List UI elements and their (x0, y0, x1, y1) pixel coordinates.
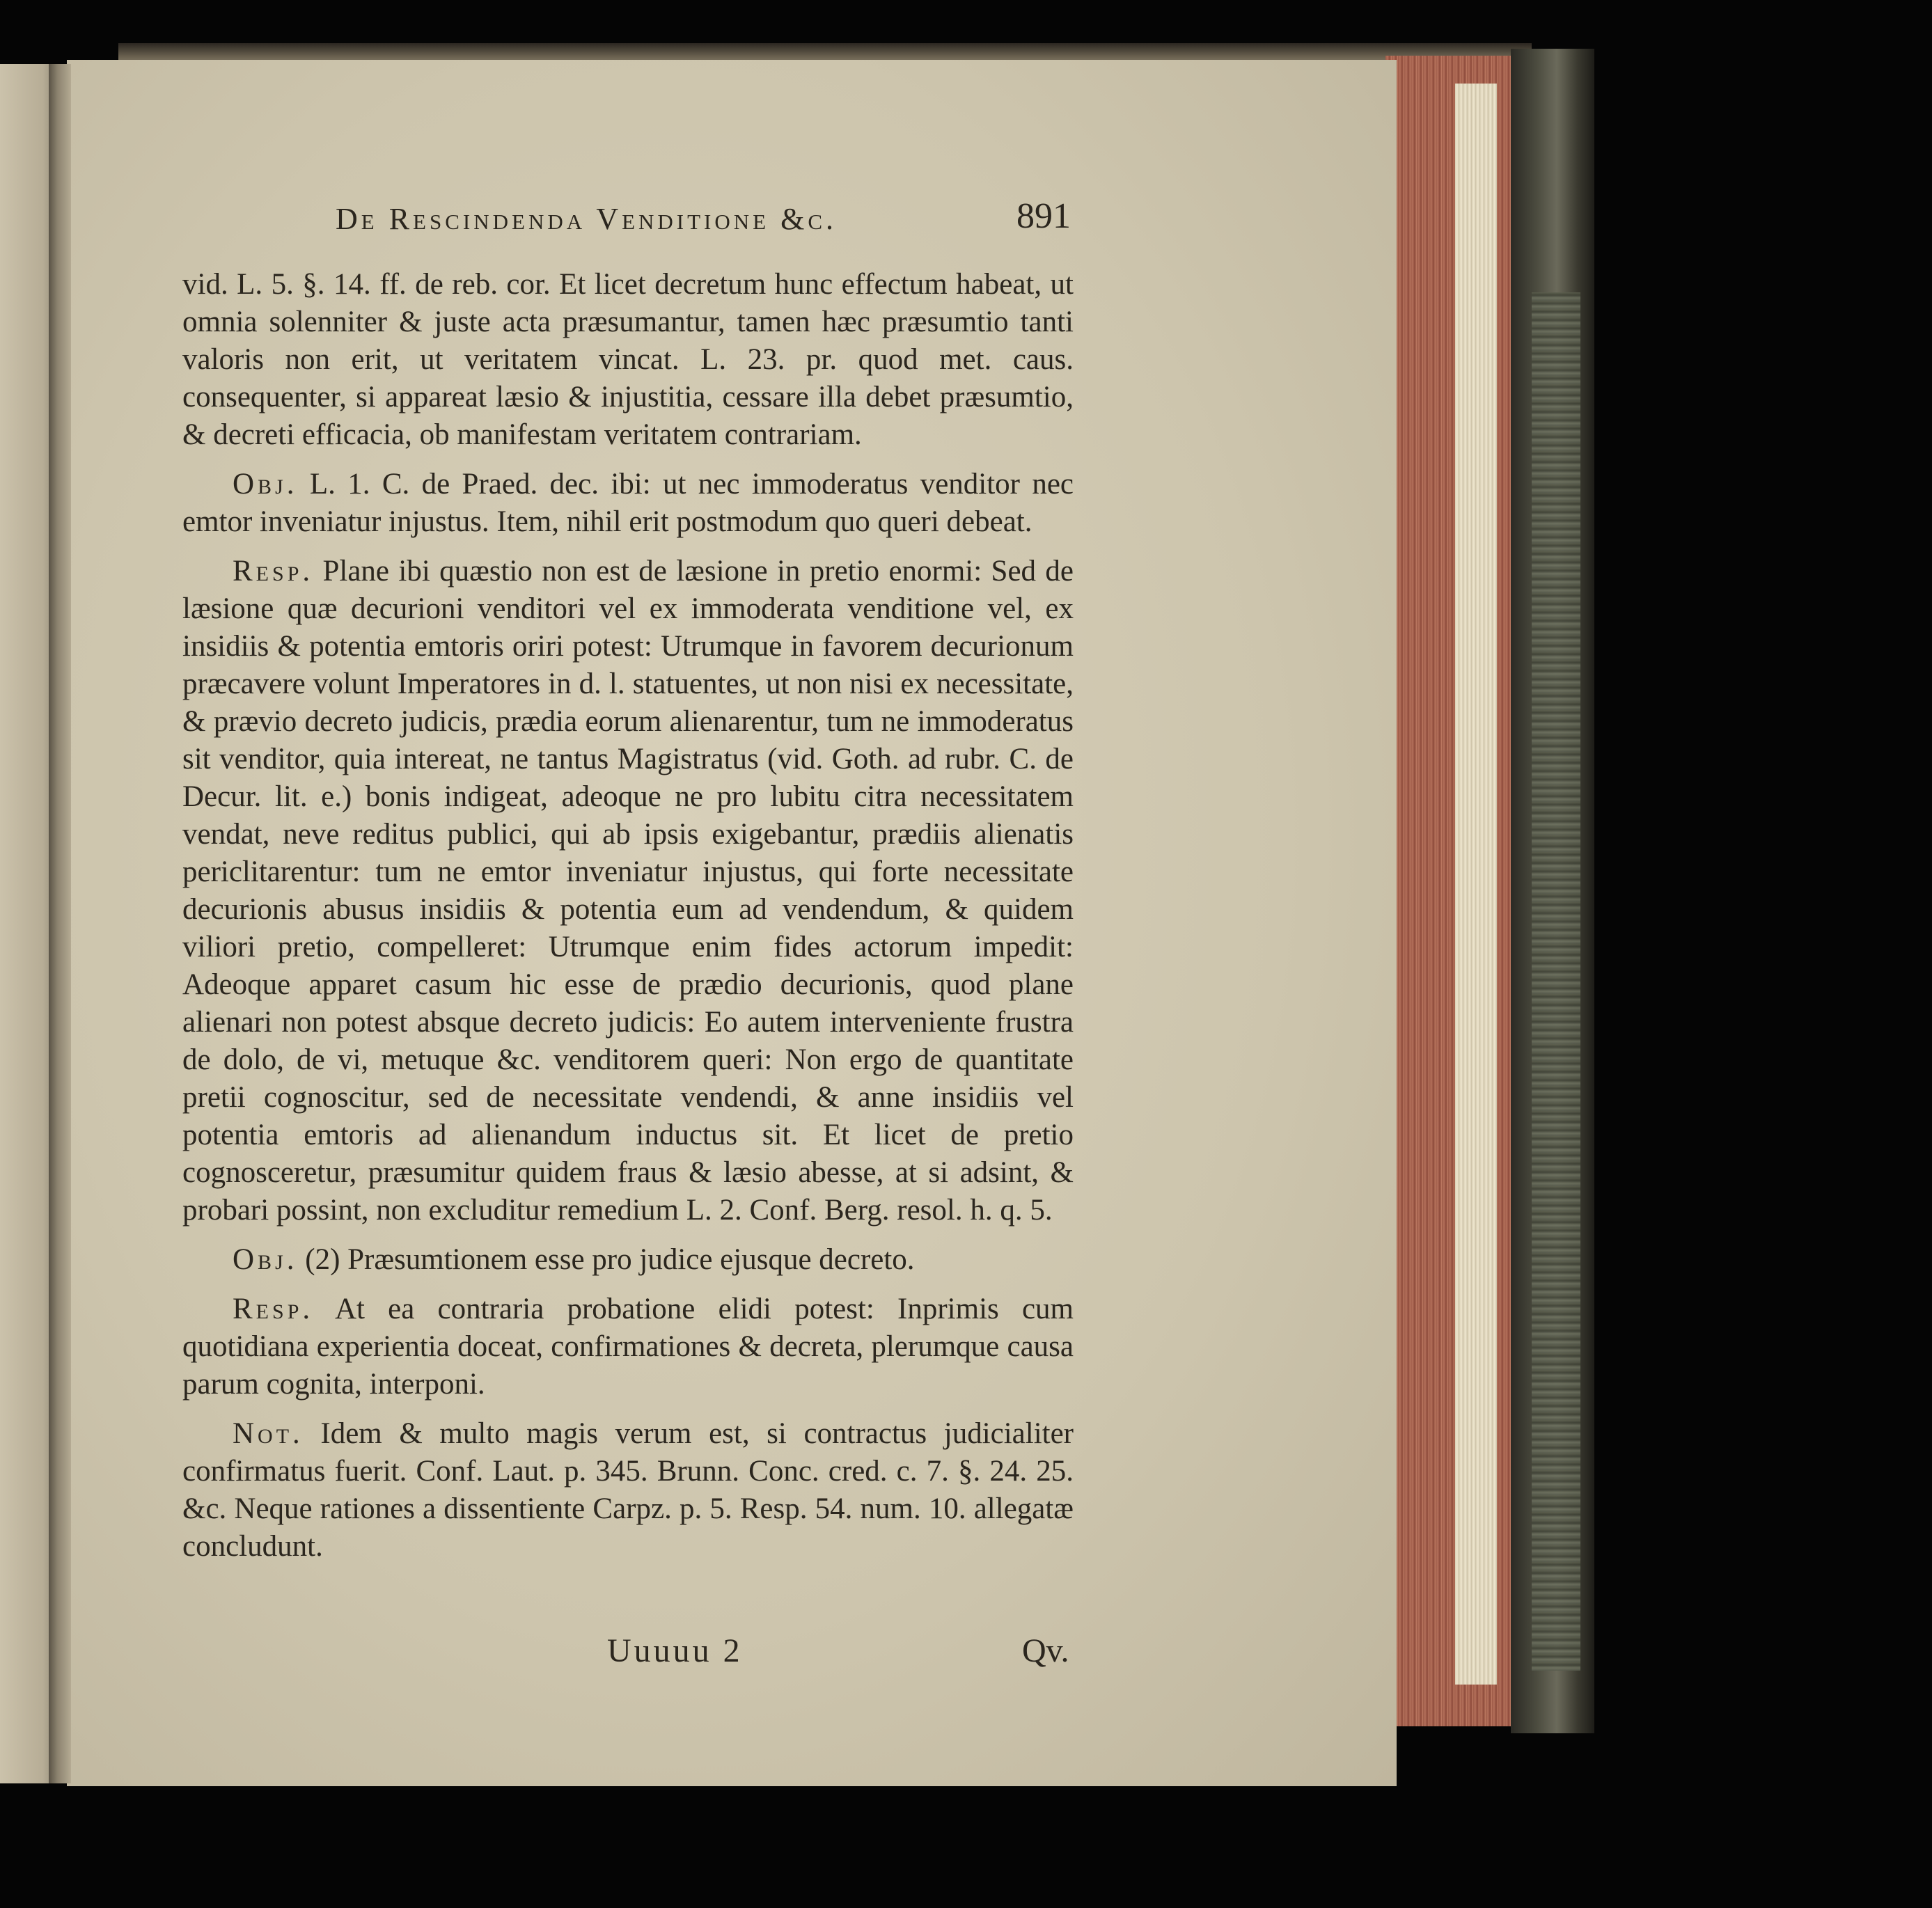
body-text (182, 266, 1074, 1577)
paragraph-2 (182, 466, 1074, 541)
paragraph-label: Resp. (233, 555, 314, 588)
page-stack (1455, 84, 1497, 1685)
running-head: De Rescindenda Venditione &c. (336, 202, 837, 236)
paragraph-6 (182, 1415, 1074, 1566)
book-gutter (49, 64, 71, 1783)
paragraph-4 (182, 1241, 1074, 1279)
paragraph-text: L. 1. C. de Praed. dec. ibi: ut nec immoderatus venditor nec emtor inveniatur injustus. Item, nihil erit postmodum quo queri debeat. (182, 468, 1074, 538)
catchword: Qv. (1022, 1632, 1069, 1669)
paragraph-text: (2) Præsumtionem esse pro judice ejusque decreto. (305, 1243, 915, 1276)
paragraph-text: Plane ibi quæstio non est de læsione in pretio enormi: Sed de læsione quæ decurioni venditori vel ex immoderata venditione vel, ex insidiis & potentia emtoris oriri potest: Utrumque in favorem decurionum præcavere volunt Imperatores in d. l. statuentes, ut non nisi ex necessitate, & prævio decreto judicis, prædia eorum alienarentur, tum ne immoderatus sit venditor, quia intereat, ne tantus Magistratus (vid. Goth. ad rubr. C. de Decur. lit. e.) bonis indigeat, adeoque ne pro lubitu citra necessitatem vendat, neve reditus publici, qui ab ipsis exigebantur, prædiis alienatis periclitarentur: tum ne emtor inveniatur injustus, qui forte necessitate decurionis abusus insidiis & potentia eum ad vendendum, & quidem viliori pretio, compelleret: Utrumque enim fides actorum impedit: Adeoque apparet casum hic esse de prædio decurionis, quod plane alienari non potest absque decreto judicis: Eo autem interveniente frustra de dolo, de vi, metuque &c. venditorem queri: Non ergo de quantitate pretii cognoscitur, sed de necessitate vendendi, & anne insidiis vel potentia emtoris ad alienandum inductus sit. Et licet de pretio cognosceretur, præsumitur quidem fraus & læsio abesse, at si adsint, & probari possint, non excluditur remedium L. 2. Conf. Berg. resol. h. q. 5. (182, 555, 1074, 1227)
page-number: 891 (1016, 196, 1071, 236)
paragraph-label: Resp. (233, 1293, 314, 1325)
paragraph-3 (182, 553, 1074, 1229)
paragraph-1: vid. L. 5. §. 14. ff. de reb. cor. Et licet decretum hunc effectum habeat, ut omnia solenniter & juste acta præsumantur, tamen hæc præsumtio tanti valoris non erit, ut veritatem vincat. L. 23. pr. quod met. caus. consequenter, si appareat læsio & injustitia, cessare illa debet præsumtio, & decreti efficacia, ob manifestam veritatem contrariam. (182, 268, 1074, 451)
paragraph-label: Obj. (233, 1243, 298, 1276)
paragraph-label: Obj. (233, 468, 298, 500)
paragraph-label: Not. (233, 1417, 304, 1450)
paragraph-text: At ea contraria probatione elidi potest: Inprimis cum quotidiana experientia doceat, confirmationes & decreta, plerumque causa parum cognita, interponi. (182, 1293, 1074, 1401)
paragraph-text: Idem & multo magis verum est, si contractus judicialiter confirmatus fuerit. Conf. Laut. p. 345. Brunn. Conc. cred. c. 7. §. 24. 25. &c. Neque rationes a dissentiente Carpz. p. 5. Resp. 54. num. 10. allegatæ concludunt. (182, 1417, 1074, 1563)
marbled-cover-board (1532, 292, 1580, 1671)
signature-mark: Uuuuu 2 (607, 1632, 743, 1669)
paragraph-5 (182, 1291, 1074, 1403)
